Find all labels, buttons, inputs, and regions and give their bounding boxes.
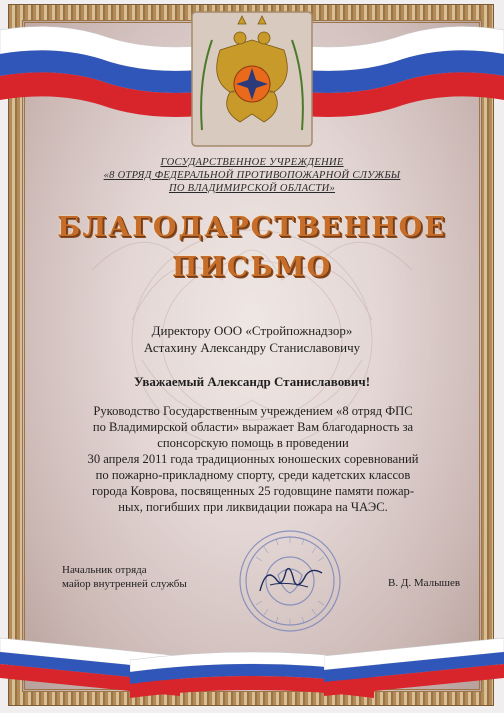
body-line: по пожарно-прикладному спорту, среди кадетских классов: [95, 468, 411, 482]
greeting: Уважаемый Александр Станиславович!: [133, 374, 371, 389]
title-line-1: БЛАГОДАРСТВЕННОЕ: [57, 212, 447, 243]
organization-line: ГОСУДАРСТВЕННОЕ УЧРЕЖДЕНИЕ: [160, 157, 344, 168]
body-line: ных, погибших при ликвидации пожара на ЧАЭС.: [118, 500, 388, 514]
emercom-emblem-icon: [190, 10, 314, 148]
body-line: спонсорскую помощь в проведении: [157, 436, 349, 450]
russian-flag-ribbon-top-right: [304, 20, 504, 120]
signer-position-line: Начальник отряда: [62, 564, 147, 576]
recipient-person: Астахину Александру Станиславовичу: [143, 340, 361, 355]
russian-flag-ribbon-top-left: [0, 20, 200, 120]
signer-name: В. Д. Малышев: [388, 577, 461, 589]
organization-line: ПО ВЛАДИМИРСКОЙ ОБЛАСТИ»: [168, 183, 336, 194]
title-line-2: ПИСЬМО: [171, 252, 333, 283]
recipient-company: Директору ООО «Стройпожнадзор»: [151, 323, 353, 338]
organization-line: «8 ОТРЯД ФЕДЕРАЛЬНОЙ ПРОТИВОПОЖАРНОЙ СЛУЖБЫ: [103, 170, 401, 181]
body-line: Руководство Государственным учреждением «8 отряд ФПС: [93, 404, 413, 418]
signer-position-line: майор внутренней службы: [62, 578, 187, 590]
russian-flag-ribbon-bottom-right: [324, 636, 504, 698]
body-line: города Коврова, посвященных 25 годовщине памяти пожар-: [91, 484, 415, 498]
organization-header: [60, 156, 444, 195]
signer-position: [62, 563, 187, 591]
letter-body: [58, 403, 448, 515]
recipient-block: [60, 322, 444, 356]
body-line: 30 апреля 2011 года традиционных юношеских соревнований: [87, 452, 419, 466]
handwritten-signature-icon: [256, 561, 326, 597]
body-line: по Владимирской области» выражает Вам благодарность за: [92, 420, 414, 434]
